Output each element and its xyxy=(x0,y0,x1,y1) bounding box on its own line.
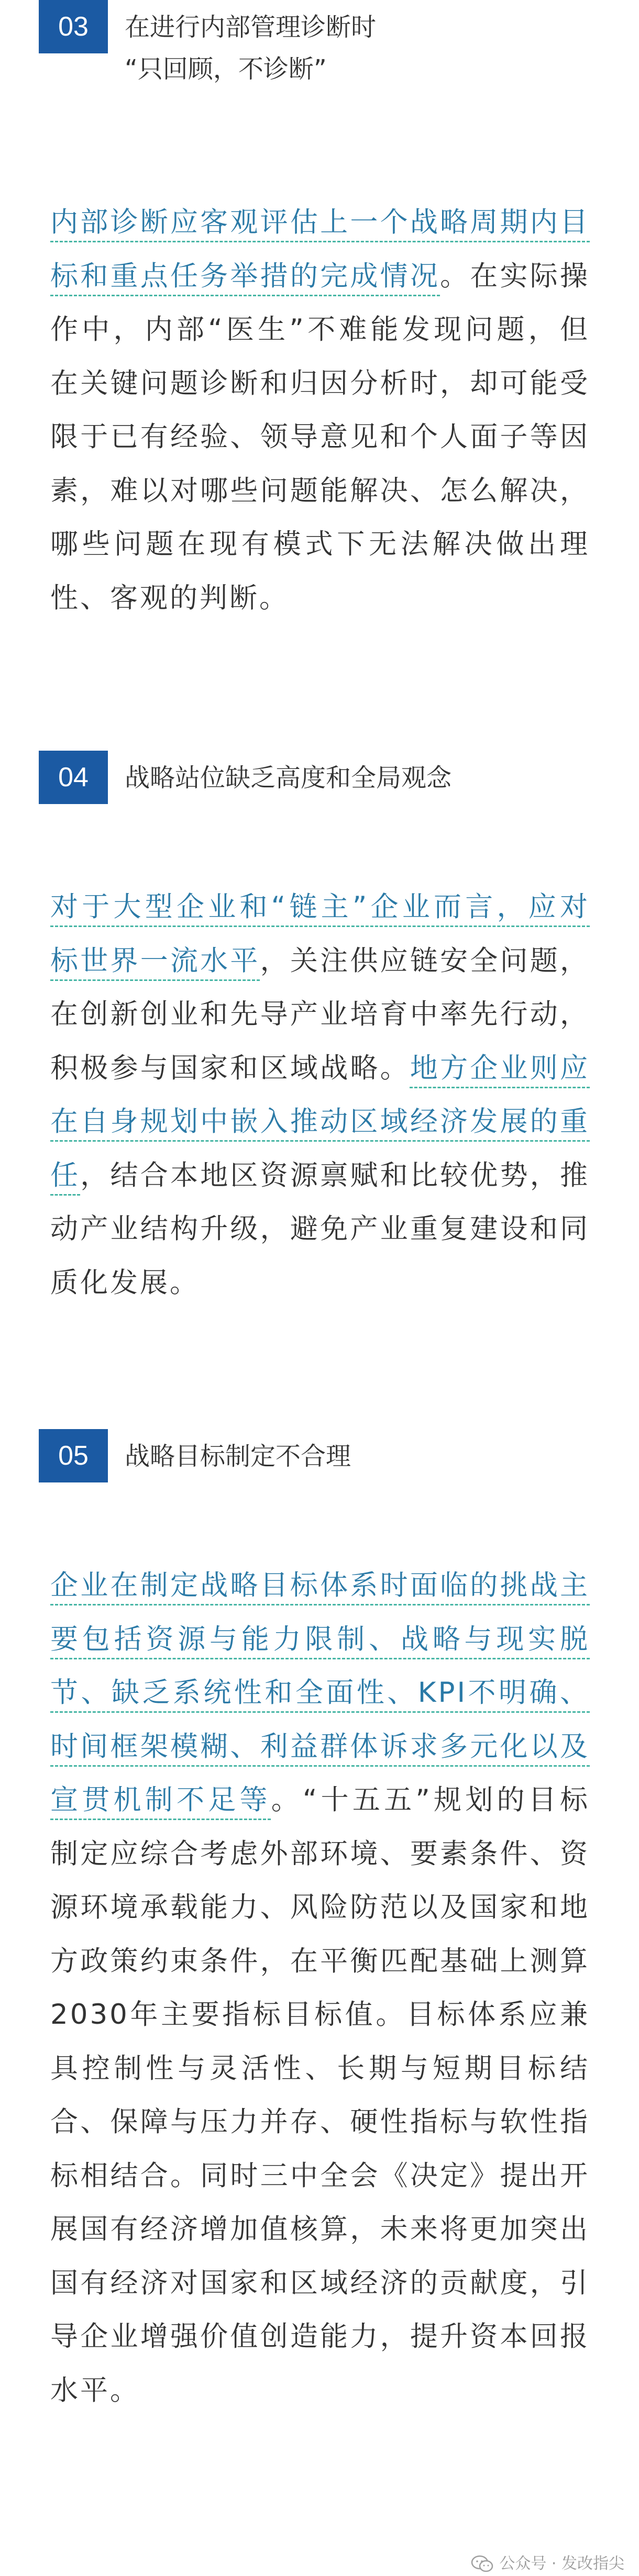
highlighted-text: 地方企业则应在自身规划中嵌入推动区域经济发展的重任 xyxy=(50,1052,590,1191)
section-title xyxy=(125,0,376,90)
section-number-badge: 05 xyxy=(39,1429,108,1482)
section-05-paragraph xyxy=(50,1559,590,2417)
section-03-paragraph xyxy=(50,196,590,625)
paragraph-text: ，关注供应链安全问题，在创新创业和先导产业培育中率先行动，积极参与国家和区域战略。 xyxy=(50,944,590,1084)
paragraph-text: 。“十五五”规划的目标制定应综合考虑外部环境、要素条件、资源环境承载能力、风险防范以及国家和地方政策约束条件，在平衡匹配基础上测算2030年主要指标目标值。目标体系应兼具控制性与灵活性、长期与短期目标结合、保障与压力并存、硬性指标与软性指标相结合。同时三中全会《决定》提出开展国有经济增加值核算，未来将更加突出国有经济对国家和区域经济的贡献度，引导企业增强价值创造能力，提升资本回报水平。 xyxy=(50,1784,590,2406)
wechat-icon xyxy=(471,2555,494,2573)
highlighted-text: 内部诊断应客观评估上一个战略周期内目标和重点任务举措的完成情况 xyxy=(50,206,590,292)
watermark-text: 公众号 · 发改指尖 xyxy=(499,2555,624,2573)
paragraph-text: ，结合本地区资源禀赋和比较优势，推动产业结构升级，避免产业重复建设和同质化发展。 xyxy=(50,1159,590,1299)
highlighted-text: 企业在制定战略目标体系时面临的挑战主要包括资源与能力限制、战略与现实脱节、缺乏系统性和全面性、KPI不明确、时间框架模糊、利益群体诉求多元化以及宣贯机制不足等 xyxy=(50,1569,590,1816)
section-04-paragraph xyxy=(50,880,590,1310)
account-watermark xyxy=(471,2555,624,2573)
section-title-line-2: “只回顾，不诊断” xyxy=(125,54,327,84)
highlighted-text: 对于大型企业和“链主”企业而言，应对标世界一流水平 xyxy=(50,891,590,977)
section-05-header xyxy=(39,1429,351,1482)
section-03-header xyxy=(39,0,376,90)
section-title-line-1: 在进行内部管理诊断时 xyxy=(125,13,377,42)
section-04-header xyxy=(39,751,451,804)
section-title: 战略目标制定不合理 xyxy=(125,1442,351,1471)
section-number-badge: 03 xyxy=(39,0,108,53)
paragraph-text: 。在实际操作中，内部“医生”不难能发现问题，但在关键问题诊断和归因分析时，却可能受限于已有经验、领导意见和个人面子等因素，难以对哪些问题能解决、怎么解决，哪些问题在现有模式下无法解决做出理性、客观的判断。 xyxy=(50,260,590,614)
section-number-badge: 04 xyxy=(39,751,108,804)
section-title: 战略站位缺乏高度和全局观念 xyxy=(125,763,452,793)
